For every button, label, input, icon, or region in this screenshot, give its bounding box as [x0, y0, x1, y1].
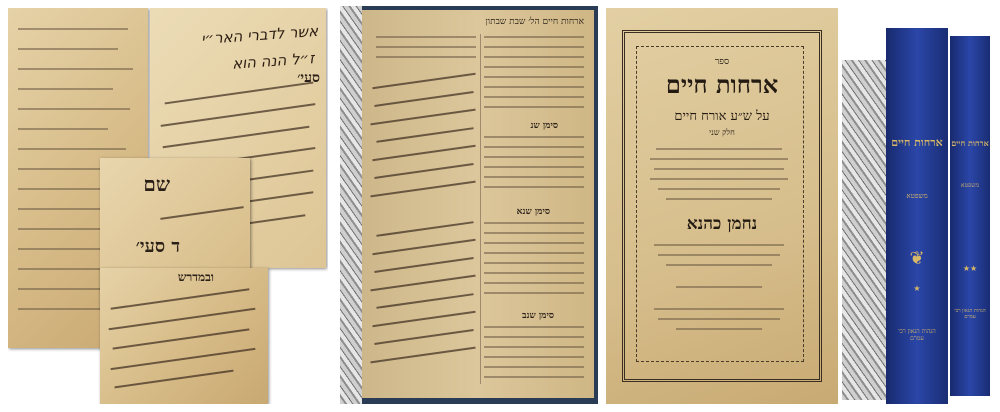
section-heading: סימן שנ: [530, 121, 558, 131]
crest-icon: ❦: [909, 248, 925, 269]
spine-title: ארחות חיים: [891, 136, 943, 149]
book-title: ארחות חיים: [665, 70, 779, 99]
open-book-photo: [340, 6, 598, 404]
marbled-endpaper: [340, 6, 362, 404]
star-icon: ★: [913, 284, 921, 293]
printed-word: שם: [143, 172, 170, 196]
section-heading: סימן שנב: [522, 311, 554, 321]
book-part: חלק שני: [709, 128, 735, 137]
book-spine-2: [950, 36, 990, 396]
handwriting-collage-panel: [8, 8, 328, 404]
spine-label: משפטא: [906, 192, 928, 200]
marginalia-sheet-bottom: [100, 268, 268, 404]
book-spine-1: [886, 28, 948, 404]
star-icon: ★★: [962, 264, 978, 273]
spine-bottom-label: הגהות הגאון רבי עמרם: [954, 308, 986, 320]
spine-title: ארחות חיים: [951, 138, 989, 148]
spine-bottom-label: הגהות הגאון רבי עמרם: [898, 328, 936, 342]
printed-word: ובמדרש: [177, 270, 214, 284]
book-subtitle: על ש״ע אורח חיים: [674, 109, 770, 124]
title-page-photo: [606, 8, 838, 404]
printed-word: ד סעי׳: [135, 236, 180, 257]
handwritten-line: אשר לדברי האר״י: [200, 21, 319, 49]
bound-volumes-photo: [842, 14, 992, 404]
running-head: ארחות חיים הל׳ שבת שבתון: [485, 17, 584, 27]
author-name: נחמן כהנא: [686, 214, 758, 234]
spine-label: משפטא: [960, 182, 980, 189]
title-label: ספר: [714, 57, 730, 67]
section-heading: סימן שנא: [516, 207, 550, 217]
handwritten-line: ז״ל הנה הוא: [231, 49, 315, 73]
printed-word: סעי׳: [297, 70, 320, 86]
marbled-book-edge: [842, 60, 886, 400]
book-page: [362, 10, 594, 398]
